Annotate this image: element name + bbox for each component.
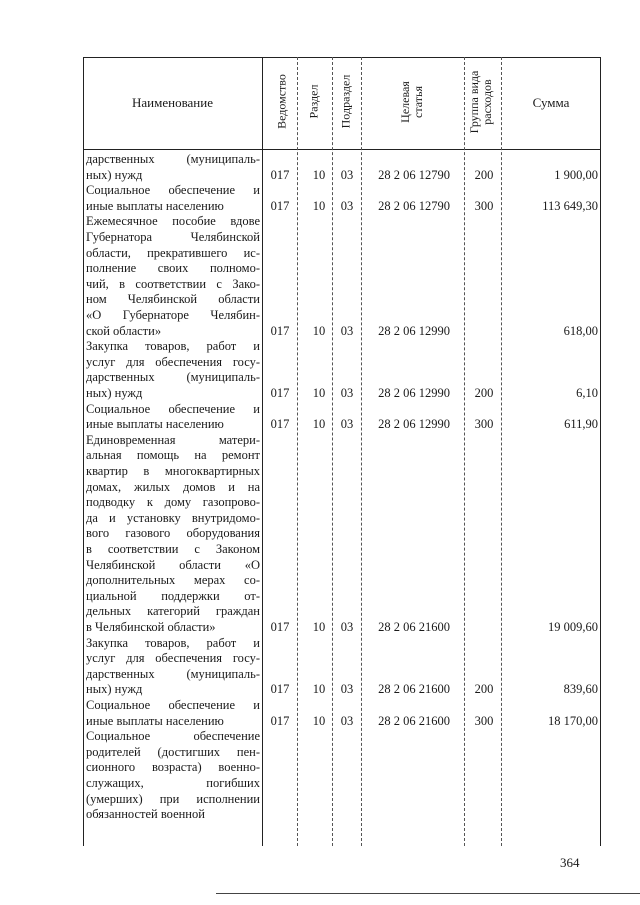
cell-razdel: 10 bbox=[312, 619, 326, 634]
cell-summa: 611,90 bbox=[564, 417, 598, 432]
cell-podrazdel: 03 bbox=[340, 619, 354, 634]
row-name-line: (умерших) при исполнении bbox=[86, 791, 260, 806]
row-name bbox=[86, 183, 260, 214]
row-name-line: ных) нужд bbox=[86, 385, 143, 400]
cell-gruppa: 200 bbox=[474, 385, 494, 400]
row-name-line: дарственных (муниципаль- bbox=[86, 666, 260, 681]
cell-podrazdel: 03 bbox=[340, 323, 354, 338]
row-name-line: обязанностей военной bbox=[86, 807, 205, 822]
cell-razdel: 10 bbox=[312, 417, 326, 432]
header-gruppa-line1: Группа вида bbox=[467, 70, 481, 134]
row-name-line: квартир в многоквартирных bbox=[86, 463, 260, 478]
row-name bbox=[86, 729, 260, 823]
cell-podrazdel: 03 bbox=[340, 385, 354, 400]
cell-ved: 017 bbox=[270, 323, 290, 338]
cell-podrazdel: 03 bbox=[340, 417, 354, 432]
cell-summa: 839,60 bbox=[563, 682, 598, 697]
cell-summa: 18 170,00 bbox=[548, 713, 598, 728]
header-celevaya bbox=[399, 66, 425, 138]
row-name-line: иные выплаты населению bbox=[86, 417, 224, 432]
header-razdel: Раздел bbox=[306, 84, 321, 119]
cell-podrazdel: 03 bbox=[340, 198, 354, 213]
cell-ved: 017 bbox=[270, 713, 290, 728]
header-summa: Сумма bbox=[532, 95, 570, 110]
cell-ved: 017 bbox=[270, 619, 290, 634]
row-name bbox=[86, 339, 260, 401]
row-name-line: да и установку внутридомо- bbox=[86, 510, 260, 525]
row-name-line: циальной поддержки от- bbox=[86, 588, 260, 603]
cell-gruppa: 300 bbox=[474, 713, 494, 728]
table-row bbox=[83, 402, 601, 433]
cell-ved: 017 bbox=[270, 682, 290, 697]
header-gruppa-line2: расходов bbox=[480, 79, 494, 125]
cell-razdel: 10 bbox=[312, 713, 326, 728]
header-celevaya-line2: статья bbox=[411, 86, 425, 118]
row-name-line: Социальное обеспечение и bbox=[86, 183, 260, 198]
table-row bbox=[83, 636, 601, 698]
row-name-line: дарственных (муниципаль- bbox=[86, 152, 260, 166]
cell-summa: 618,00 bbox=[563, 323, 598, 338]
budget-table bbox=[83, 57, 601, 846]
header-podrazdel: Подраздел bbox=[338, 74, 353, 129]
cell-summa: 1 900,00 bbox=[554, 167, 598, 182]
row-name-line: дополнительных мерах со- bbox=[86, 573, 260, 588]
row-name-line: Губернатора Челябинской bbox=[86, 229, 260, 244]
cell-podrazdel: 03 bbox=[340, 167, 354, 182]
row-name-line: ных) нужд bbox=[86, 682, 143, 697]
row-name bbox=[86, 402, 260, 433]
row-name-line: альная помощь на ремонт bbox=[86, 448, 260, 463]
row-name-line: области, прекратившего ис- bbox=[86, 245, 260, 260]
cell-ved: 017 bbox=[270, 417, 290, 432]
cell-celevaya: 28 2 06 12990 bbox=[378, 385, 450, 400]
row-name-line: полнение своих полномо- bbox=[86, 261, 260, 276]
header-gruppa bbox=[468, 58, 494, 146]
cell-gruppa: 200 bbox=[474, 682, 494, 697]
footer-rule bbox=[216, 893, 640, 894]
cell-razdel: 10 bbox=[312, 682, 326, 697]
cell-ved: 017 bbox=[270, 198, 290, 213]
page-number: 364 bbox=[560, 855, 580, 870]
row-name bbox=[86, 214, 260, 339]
row-name-line: Ежемесячное пособие вдове bbox=[86, 214, 260, 229]
cell-gruppa: 200 bbox=[474, 167, 494, 182]
cell-razdel: 10 bbox=[312, 385, 326, 400]
cell-podrazdel: 03 bbox=[340, 682, 354, 697]
row-name-line: сионного возраста) военно- bbox=[86, 760, 260, 775]
row-name-line: «О Губернаторе Челябин- bbox=[86, 307, 260, 322]
cell-ved: 017 bbox=[270, 167, 290, 182]
cell-celevaya: 28 2 06 21600 bbox=[378, 713, 450, 728]
cell-celevaya: 28 2 06 21600 bbox=[378, 682, 450, 697]
cell-summa: 6,10 bbox=[576, 385, 598, 400]
row-name-line: ном Челябинской области bbox=[86, 292, 260, 307]
row-name-line: чий, в соответствии с Зако- bbox=[86, 276, 260, 291]
cell-summa: 113 649,30 bbox=[542, 198, 598, 213]
cell-razdel: 10 bbox=[312, 167, 326, 182]
table-row bbox=[83, 214, 601, 339]
header-ved: Ведомство bbox=[274, 74, 289, 129]
table-row bbox=[83, 729, 601, 823]
cell-podrazdel: 03 bbox=[340, 713, 354, 728]
table-row bbox=[83, 339, 601, 401]
table-row bbox=[83, 152, 601, 183]
row-name-line: Закупка товаров, работ и bbox=[86, 339, 260, 354]
row-name-line: услуг для обеспечения госу- bbox=[86, 651, 260, 666]
cell-ved: 017 bbox=[270, 385, 290, 400]
row-name-line: ных) нужд bbox=[86, 167, 143, 182]
cell-celevaya: 28 2 06 12990 bbox=[378, 417, 450, 432]
row-name-line: иные выплаты населению bbox=[86, 198, 224, 213]
header-celevaya-line1: Целевая bbox=[398, 81, 412, 123]
cell-summa: 19 009,60 bbox=[548, 619, 598, 634]
row-name-line: Единовременная матери- bbox=[86, 432, 260, 447]
header-bottom-border bbox=[83, 149, 601, 150]
cell-razdel: 10 bbox=[312, 198, 326, 213]
row-name-line: в соответствии с Законом bbox=[86, 541, 260, 556]
row-name-line: Социальное обеспечение и bbox=[86, 698, 260, 712]
table-row bbox=[83, 698, 601, 729]
row-name bbox=[86, 433, 260, 636]
row-name-line: родителей (достигших пен- bbox=[86, 744, 260, 759]
row-name-line: Челябинской области «О bbox=[86, 557, 260, 572]
cell-celevaya: 28 2 06 12990 bbox=[378, 323, 450, 338]
row-name-line: иные выплаты населению bbox=[86, 713, 224, 728]
row-name-line: ской области» bbox=[86, 323, 162, 338]
row-name bbox=[86, 152, 260, 183]
table-row bbox=[83, 183, 601, 214]
row-name-line: дельных категорий граждан bbox=[86, 604, 260, 619]
cell-gruppa: 300 bbox=[474, 417, 494, 432]
cell-celevaya: 28 2 06 12790 bbox=[378, 198, 450, 213]
row-name-line: Закупка товаров, работ и bbox=[86, 635, 260, 650]
row-name-line: подводку к дому газопрово- bbox=[86, 495, 260, 510]
row-name-line: дарственных (муниципаль- bbox=[86, 370, 260, 385]
row-name-line: Социальное обеспечение и bbox=[86, 401, 260, 416]
row-name bbox=[86, 698, 260, 729]
table-row bbox=[83, 433, 601, 636]
row-name bbox=[86, 636, 260, 698]
cell-razdel: 10 bbox=[312, 323, 326, 338]
row-name-line: служащих, погибших bbox=[86, 775, 260, 790]
row-name-line: услуг для обеспечения госу- bbox=[86, 354, 260, 369]
cell-gruppa: 300 bbox=[474, 198, 494, 213]
row-name-line: домах, жилых домов и на bbox=[86, 479, 260, 494]
cell-celevaya: 28 2 06 21600 bbox=[378, 619, 450, 634]
row-name-line: в Челябинской области» bbox=[86, 619, 216, 634]
row-name-line: Социальное обеспечение bbox=[86, 729, 260, 744]
cell-celevaya: 28 2 06 12790 bbox=[378, 167, 450, 182]
header-name: Наименование bbox=[132, 95, 213, 110]
row-name-line: вого газового оборудования bbox=[86, 526, 260, 541]
